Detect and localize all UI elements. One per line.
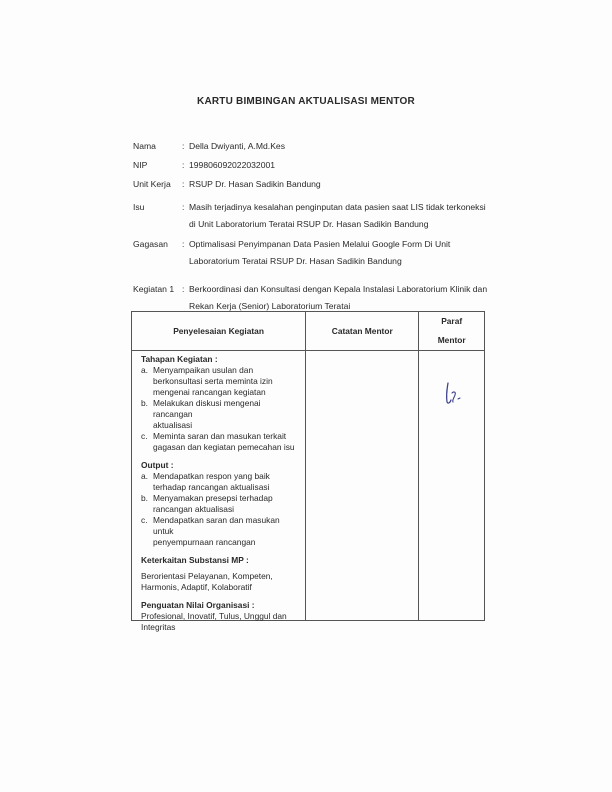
list-line: gagasan dan kegiatan pemecahan isu xyxy=(153,442,295,452)
field-unit-kerja-value: RSUP Dr. Hasan Sadikin Bandung xyxy=(189,179,321,189)
field-kegiatan-line: Rekan Kerja (Senior) Laboratorium Teratai xyxy=(189,301,351,311)
field-gagasan-line: Optimalisasi Penyimpanan Data Pasien Melalui Google Form Di Unit xyxy=(189,239,451,249)
list-line: Menyamakan presepsi terhadap xyxy=(153,493,273,503)
keterkaitan-line: Berorientasi Pelayanan, Kompeten, xyxy=(141,571,273,581)
field-gagasan-label: Gagasan xyxy=(133,239,168,249)
header-paraf-line: Paraf xyxy=(441,316,463,326)
keterkaitan-heading: Keterkaitan Substansi MP : xyxy=(141,555,249,565)
keterkaitan-line: Harmonis, Adaptif, Kolaboratif xyxy=(141,582,252,592)
list-marker: b. xyxy=(141,493,148,503)
list-item xyxy=(141,431,299,453)
field-gagasan-line: Laboratorium Teratai RSUP Dr. Hasan Sadikin Bandung xyxy=(189,256,402,266)
document-title: KARTU BIMBINGAN AKTUALISASI MENTOR xyxy=(197,96,415,107)
list-line: Menyampaikan usulan dan xyxy=(153,365,254,375)
list-item xyxy=(141,365,299,398)
list-line: aktualisasi xyxy=(153,420,193,430)
field-nama-label: Nama xyxy=(133,141,156,151)
list-marker: c. xyxy=(141,431,148,441)
field-separator: : xyxy=(182,284,185,294)
keterkaitan-text xyxy=(141,571,299,593)
table-header-row xyxy=(132,312,485,351)
field-nama-value: Della Dwiyanti, A.Md.Kes xyxy=(189,141,285,151)
field-separator: : xyxy=(182,179,185,189)
field-separator: : xyxy=(182,141,185,151)
field-kegiatan-value xyxy=(189,281,489,315)
list-marker: a. xyxy=(141,471,148,481)
list-item xyxy=(141,398,299,431)
penguatan-text xyxy=(141,611,299,633)
cell-catatan-mentor xyxy=(306,351,419,621)
list-marker: b. xyxy=(141,398,148,408)
header-paraf-line: Mentor xyxy=(437,335,466,345)
penguatan-line: Profesional, Inovatif, Tulus, Unggul dan xyxy=(141,611,287,621)
field-separator: : xyxy=(182,202,185,212)
list-line: Melakukan diskusi mengenai rancangan xyxy=(153,398,261,419)
tahapan-heading: Tahapan Kegiatan : xyxy=(141,354,218,364)
field-unit-kerja-label: Unit Kerja xyxy=(133,179,171,189)
header-catatan: Catatan Mentor xyxy=(306,312,419,351)
field-nip-value: 199806092022032001 xyxy=(189,160,276,170)
header-paraf xyxy=(419,312,485,351)
penguatan-heading: Penguatan Nilai Organisasi : xyxy=(141,600,255,610)
field-isu-line: Masih terjadinya kesalahan penginputan data pasien saat LIS tidak terkoneksi xyxy=(189,202,486,212)
list-item xyxy=(141,515,299,548)
list-line: terhadap rancangan aktualisasi xyxy=(153,482,270,492)
list-marker: c. xyxy=(141,515,148,525)
field-isu-label: Isu xyxy=(133,202,145,212)
list-line: penyempurnaan rancangan xyxy=(153,537,256,547)
penguatan-line: Integritas xyxy=(141,622,176,632)
list-line: Mendapatkan respon yang baik xyxy=(153,471,270,481)
cell-penyelesaian xyxy=(132,351,306,632)
field-separator: : xyxy=(182,160,185,170)
mentor-signature-mark xyxy=(443,381,465,407)
field-isu-line: di Unit Laboratorium Teratai RSUP Dr. Hasan Sadikin Bandung xyxy=(189,219,429,229)
field-nip-label: NIP xyxy=(133,160,148,170)
list-item xyxy=(141,471,299,493)
list-line: berkonsultasi serta meminta izin xyxy=(153,376,273,386)
header-penyelesaian: Penyelesaian Kegiatan xyxy=(132,312,306,351)
guidance-table xyxy=(131,311,485,632)
field-kegiatan-label: Kegiatan 1 xyxy=(133,284,175,294)
list-line: Meminta saran dan masukan terkait xyxy=(153,431,287,441)
list-item xyxy=(141,493,299,515)
tahapan-list xyxy=(141,365,299,453)
list-line: mengenai rancangan kegiatan xyxy=(153,387,266,397)
output-heading: Output : xyxy=(141,460,174,470)
field-isu-value xyxy=(189,199,489,233)
field-separator: : xyxy=(182,239,185,249)
output-list xyxy=(141,471,299,548)
field-gagasan-value xyxy=(189,236,489,270)
list-line: rancangan aktualisasi xyxy=(153,504,235,514)
field-kegiatan-line: Berkoordinasi dan Konsultasi dengan Kepala Instalasi Laboratorium Klinik dan xyxy=(189,284,488,294)
list-marker: a. xyxy=(141,365,148,375)
list-line: Mendapatkan saran dan masukan untuk xyxy=(153,515,280,536)
table-row xyxy=(132,351,485,621)
